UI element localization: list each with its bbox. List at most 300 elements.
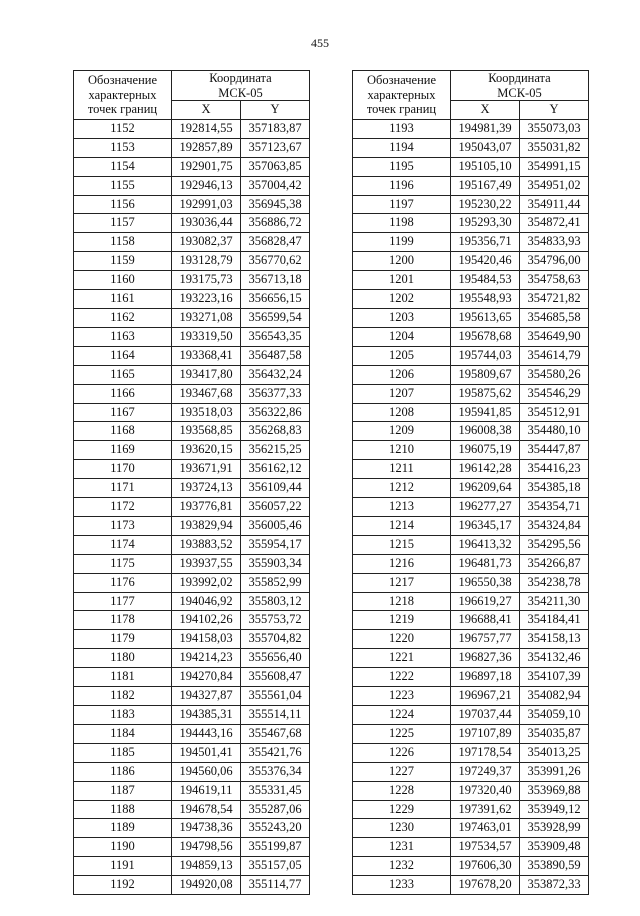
x-cell: 197178,54 (451, 743, 520, 762)
x-cell: 193883,52 (172, 535, 241, 554)
table-row (353, 157, 589, 176)
y-cell: 355287,06 (241, 800, 310, 819)
point-id-cell: 1171 (74, 479, 172, 498)
table-row (353, 290, 589, 309)
table-row (74, 535, 310, 554)
table-body-left (74, 119, 310, 894)
table-row (353, 460, 589, 479)
point-id-cell: 1176 (74, 573, 172, 592)
y-cell: 354614,79 (520, 346, 589, 365)
header-coord-line: МСК-05 (218, 85, 263, 100)
table-row (353, 762, 589, 781)
point-id-cell: 1152 (74, 119, 172, 138)
y-cell: 357004,42 (241, 176, 310, 195)
table-row (74, 403, 310, 422)
point-id-cell: 1229 (353, 800, 451, 819)
table-row (74, 876, 310, 895)
table-row (353, 346, 589, 365)
x-cell: 196142,28 (451, 460, 520, 479)
y-cell: 355467,68 (241, 724, 310, 743)
x-cell: 192857,89 (172, 138, 241, 157)
table-row (353, 592, 589, 611)
y-cell: 354107,39 (520, 668, 589, 687)
y-cell: 354758,63 (520, 271, 589, 290)
point-id-cell: 1213 (353, 498, 451, 517)
table-row (74, 441, 310, 460)
table-row (353, 195, 589, 214)
y-cell: 357063,85 (241, 157, 310, 176)
x-cell: 194214,23 (172, 649, 241, 668)
x-cell: 194678,54 (172, 800, 241, 819)
y-cell: 354132,46 (520, 649, 589, 668)
x-cell: 194798,56 (172, 838, 241, 857)
table-row (74, 706, 310, 725)
x-cell: 193128,79 (172, 252, 241, 271)
x-cell: 192991,03 (172, 195, 241, 214)
x-cell: 195941,85 (451, 403, 520, 422)
point-id-cell: 1164 (74, 346, 172, 365)
x-cell: 197320,40 (451, 781, 520, 800)
table-row (353, 498, 589, 517)
header-coordinate (451, 71, 589, 101)
point-id-cell: 1208 (353, 403, 451, 422)
table-row (74, 498, 310, 517)
point-id-cell: 1198 (353, 214, 451, 233)
point-id-cell: 1216 (353, 554, 451, 573)
x-cell: 193776,81 (172, 498, 241, 517)
point-id-cell: 1195 (353, 157, 451, 176)
table-row (353, 384, 589, 403)
table-row (74, 271, 310, 290)
x-cell: 193082,37 (172, 233, 241, 252)
y-cell: 355608,47 (241, 668, 310, 687)
point-id-cell: 1224 (353, 706, 451, 725)
x-cell: 195356,71 (451, 233, 520, 252)
table-row (353, 441, 589, 460)
y-cell: 355114,77 (241, 876, 310, 895)
y-cell: 355954,17 (241, 535, 310, 554)
x-cell: 193417,80 (172, 365, 241, 384)
table-row (353, 857, 589, 876)
x-cell: 196827,36 (451, 649, 520, 668)
point-id-cell: 1233 (353, 876, 451, 895)
y-cell: 354082,94 (520, 687, 589, 706)
y-cell: 353928,99 (520, 819, 589, 838)
table-row (74, 554, 310, 573)
table-row (74, 687, 310, 706)
point-id-cell: 1158 (74, 233, 172, 252)
point-id-cell: 1160 (74, 271, 172, 290)
table-row (353, 706, 589, 725)
table-row (74, 838, 310, 857)
point-id-cell: 1169 (74, 441, 172, 460)
y-cell: 354872,41 (520, 214, 589, 233)
point-id-cell: 1161 (74, 290, 172, 309)
y-cell: 356322,86 (241, 403, 310, 422)
point-id-cell: 1189 (74, 819, 172, 838)
y-cell: 354512,91 (520, 403, 589, 422)
point-id-cell: 1159 (74, 252, 172, 271)
point-id-cell: 1183 (74, 706, 172, 725)
table-row (74, 592, 310, 611)
point-id-cell: 1172 (74, 498, 172, 517)
point-id-cell: 1200 (353, 252, 451, 271)
table-row (74, 119, 310, 138)
y-cell: 354184,41 (520, 611, 589, 630)
table-row (353, 214, 589, 233)
x-cell: 197606,30 (451, 857, 520, 876)
y-cell: 355073,03 (520, 119, 589, 138)
y-cell: 355514,11 (241, 706, 310, 725)
table-row (74, 308, 310, 327)
table-row (74, 573, 310, 592)
x-cell: 193671,91 (172, 460, 241, 479)
table-row (74, 611, 310, 630)
point-id-cell: 1167 (74, 403, 172, 422)
table-row (353, 308, 589, 327)
x-cell: 194270,84 (172, 668, 241, 687)
table-row (74, 365, 310, 384)
x-cell: 196075,19 (451, 441, 520, 460)
y-cell: 356656,15 (241, 290, 310, 309)
header-label-line: характерных (88, 87, 157, 102)
y-cell: 354211,30 (520, 592, 589, 611)
x-cell: 194738,36 (172, 819, 241, 838)
point-id-cell: 1204 (353, 327, 451, 346)
y-cell: 356268,83 (241, 422, 310, 441)
table-row (353, 819, 589, 838)
x-cell: 196619,27 (451, 592, 520, 611)
y-cell: 356005,46 (241, 516, 310, 535)
y-cell: 355704,82 (241, 630, 310, 649)
header-coordinate (172, 71, 310, 101)
y-cell: 356432,24 (241, 365, 310, 384)
point-id-cell: 1226 (353, 743, 451, 762)
table-row (74, 346, 310, 365)
x-cell: 193724,13 (172, 479, 241, 498)
table-row (74, 781, 310, 800)
y-cell: 356770,62 (241, 252, 310, 271)
header-point-label (74, 71, 172, 120)
x-cell: 195678,68 (451, 327, 520, 346)
table-row (74, 819, 310, 838)
table-row (353, 233, 589, 252)
y-cell: 356162,12 (241, 460, 310, 479)
point-id-cell: 1220 (353, 630, 451, 649)
point-id-cell: 1231 (353, 838, 451, 857)
y-cell: 354266,87 (520, 554, 589, 573)
x-cell: 194859,13 (172, 857, 241, 876)
point-id-cell: 1187 (74, 781, 172, 800)
header-y: Y (520, 101, 589, 120)
x-cell: 193223,16 (172, 290, 241, 309)
point-id-cell: 1168 (74, 422, 172, 441)
y-cell: 354546,29 (520, 384, 589, 403)
y-cell: 353890,59 (520, 857, 589, 876)
table-row (74, 233, 310, 252)
table-row (74, 516, 310, 535)
point-id-cell: 1162 (74, 308, 172, 327)
point-id-cell: 1210 (353, 441, 451, 460)
x-cell: 195043,07 (451, 138, 520, 157)
table-row (74, 176, 310, 195)
y-cell: 355243,20 (241, 819, 310, 838)
y-cell: 355656,40 (241, 649, 310, 668)
y-cell: 354158,13 (520, 630, 589, 649)
y-cell: 355157,05 (241, 857, 310, 876)
x-cell: 197534,57 (451, 838, 520, 857)
table-row (74, 252, 310, 271)
y-cell: 355331,45 (241, 781, 310, 800)
x-cell: 197678,20 (451, 876, 520, 895)
coordinates-table-right (352, 70, 589, 895)
table-row (353, 176, 589, 195)
table-row (353, 838, 589, 857)
header-x: X (451, 101, 520, 120)
table-row (353, 630, 589, 649)
x-cell: 193319,50 (172, 327, 241, 346)
x-cell: 196757,77 (451, 630, 520, 649)
point-id-cell: 1228 (353, 781, 451, 800)
y-cell: 353969,88 (520, 781, 589, 800)
table-row (74, 195, 310, 214)
point-id-cell: 1232 (353, 857, 451, 876)
point-id-cell: 1156 (74, 195, 172, 214)
table-row (74, 138, 310, 157)
x-cell: 194619,11 (172, 781, 241, 800)
y-cell: 355421,76 (241, 743, 310, 762)
x-cell: 194560,06 (172, 762, 241, 781)
table-row (353, 649, 589, 668)
x-cell: 193175,73 (172, 271, 241, 290)
header-label-line: характерных (367, 87, 436, 102)
point-id-cell: 1154 (74, 157, 172, 176)
point-id-cell: 1180 (74, 649, 172, 668)
x-cell: 196550,38 (451, 573, 520, 592)
table-row (353, 668, 589, 687)
header-point-label (353, 71, 451, 120)
x-cell: 193467,68 (172, 384, 241, 403)
y-cell: 356109,44 (241, 479, 310, 498)
table-row (353, 687, 589, 706)
x-cell: 196967,21 (451, 687, 520, 706)
x-cell: 197463,01 (451, 819, 520, 838)
point-id-cell: 1211 (353, 460, 451, 479)
header-label-line: Обозначение (366, 73, 437, 88)
table-body-right (353, 119, 589, 894)
x-cell: 194443,16 (172, 724, 241, 743)
x-cell: 195420,46 (451, 252, 520, 271)
table-row (74, 290, 310, 309)
point-id-cell: 1201 (353, 271, 451, 290)
y-cell: 353872,33 (520, 876, 589, 895)
table-row (74, 724, 310, 743)
point-id-cell: 1192 (74, 876, 172, 895)
table-row (353, 422, 589, 441)
y-cell: 354480,10 (520, 422, 589, 441)
table-row (74, 422, 310, 441)
point-id-cell: 1190 (74, 838, 172, 857)
y-cell: 354721,82 (520, 290, 589, 309)
y-cell: 354059,10 (520, 706, 589, 725)
y-cell: 353909,48 (520, 838, 589, 857)
x-cell: 196481,73 (451, 554, 520, 573)
x-cell: 196345,17 (451, 516, 520, 535)
point-id-cell: 1222 (353, 668, 451, 687)
point-id-cell: 1177 (74, 592, 172, 611)
header-label-line: Обозначение (87, 73, 158, 88)
x-cell: 194158,03 (172, 630, 241, 649)
y-cell: 356828,47 (241, 233, 310, 252)
header-label-line: точек границ (366, 102, 437, 117)
y-cell: 354991,15 (520, 157, 589, 176)
table-row (353, 403, 589, 422)
header-y: Y (241, 101, 310, 120)
point-id-cell: 1188 (74, 800, 172, 819)
point-id-cell: 1203 (353, 308, 451, 327)
table-row (74, 800, 310, 819)
x-cell: 193518,03 (172, 403, 241, 422)
x-cell: 195293,30 (451, 214, 520, 233)
y-cell: 355903,34 (241, 554, 310, 573)
y-cell: 354833,93 (520, 233, 589, 252)
page-number: 455 (311, 36, 329, 50)
table-row (353, 252, 589, 271)
y-cell: 356487,58 (241, 346, 310, 365)
y-cell: 356057,22 (241, 498, 310, 517)
table-row (353, 535, 589, 554)
x-cell: 197037,44 (451, 706, 520, 725)
x-cell: 194981,39 (451, 119, 520, 138)
x-cell: 195613,65 (451, 308, 520, 327)
point-id-cell: 1185 (74, 743, 172, 762)
y-cell: 356886,72 (241, 214, 310, 233)
x-cell: 194501,41 (172, 743, 241, 762)
table-row (74, 668, 310, 687)
x-cell: 195548,93 (451, 290, 520, 309)
y-cell: 354580,26 (520, 365, 589, 384)
y-cell: 354796,00 (520, 252, 589, 271)
point-id-cell: 1196 (353, 176, 451, 195)
point-id-cell: 1193 (353, 119, 451, 138)
y-cell: 354911,44 (520, 195, 589, 214)
y-cell: 354685,58 (520, 308, 589, 327)
x-cell: 195809,67 (451, 365, 520, 384)
header-coord-line: Координата (488, 71, 551, 85)
point-id-cell: 1173 (74, 516, 172, 535)
y-cell: 353991,26 (520, 762, 589, 781)
point-id-cell: 1182 (74, 687, 172, 706)
table-row (74, 214, 310, 233)
x-cell: 195744,03 (451, 346, 520, 365)
x-cell: 193036,44 (172, 214, 241, 233)
point-id-cell: 1218 (353, 592, 451, 611)
x-cell: 193271,08 (172, 308, 241, 327)
x-cell: 195167,49 (451, 176, 520, 195)
x-cell: 193937,55 (172, 554, 241, 573)
y-cell: 354013,25 (520, 743, 589, 762)
point-id-cell: 1227 (353, 762, 451, 781)
point-id-cell: 1153 (74, 138, 172, 157)
y-cell: 354035,87 (520, 724, 589, 743)
y-cell: 354385,18 (520, 479, 589, 498)
x-cell: 196897,18 (451, 668, 520, 687)
point-id-cell: 1157 (74, 214, 172, 233)
table-row (74, 649, 310, 668)
x-cell: 193620,15 (172, 441, 241, 460)
point-id-cell: 1202 (353, 290, 451, 309)
x-cell: 195230,22 (451, 195, 520, 214)
x-cell: 196688,41 (451, 611, 520, 630)
header-coord-line: Координата (209, 71, 272, 85)
point-id-cell: 1191 (74, 857, 172, 876)
point-id-cell: 1165 (74, 365, 172, 384)
point-id-cell: 1170 (74, 460, 172, 479)
header-label-line: точек границ (87, 102, 158, 117)
x-cell: 195105,10 (451, 157, 520, 176)
y-cell: 353949,12 (520, 800, 589, 819)
y-cell: 355376,34 (241, 762, 310, 781)
table-row (353, 138, 589, 157)
point-id-cell: 1179 (74, 630, 172, 649)
x-cell: 195875,62 (451, 384, 520, 403)
table-row (74, 630, 310, 649)
x-cell: 196413,32 (451, 535, 520, 554)
y-cell: 357123,67 (241, 138, 310, 157)
y-cell: 354416,23 (520, 460, 589, 479)
point-id-cell: 1230 (353, 819, 451, 838)
table-row (74, 384, 310, 403)
y-cell: 354295,56 (520, 535, 589, 554)
header-x: X (172, 101, 241, 120)
x-cell: 193568,85 (172, 422, 241, 441)
x-cell: 197107,89 (451, 724, 520, 743)
point-id-cell: 1197 (353, 195, 451, 214)
x-cell: 196277,27 (451, 498, 520, 517)
y-cell: 355753,72 (241, 611, 310, 630)
x-cell: 193368,41 (172, 346, 241, 365)
x-cell: 195484,53 (451, 271, 520, 290)
y-cell: 354447,87 (520, 441, 589, 460)
table-row (74, 327, 310, 346)
coordinates-table-left (73, 70, 310, 895)
point-id-cell: 1178 (74, 611, 172, 630)
point-id-cell: 1184 (74, 724, 172, 743)
table-row (353, 573, 589, 592)
point-id-cell: 1206 (353, 365, 451, 384)
y-cell: 355803,12 (241, 592, 310, 611)
table-row (74, 460, 310, 479)
table-row (353, 554, 589, 573)
point-id-cell: 1194 (353, 138, 451, 157)
y-cell: 355199,87 (241, 838, 310, 857)
x-cell: 192814,55 (172, 119, 241, 138)
point-id-cell: 1207 (353, 384, 451, 403)
y-cell: 354354,71 (520, 498, 589, 517)
y-cell: 356215,25 (241, 441, 310, 460)
table-row (353, 119, 589, 138)
point-id-cell: 1163 (74, 327, 172, 346)
point-id-cell: 1214 (353, 516, 451, 535)
point-id-cell: 1186 (74, 762, 172, 781)
table-row (353, 365, 589, 384)
x-cell: 196209,64 (451, 479, 520, 498)
x-cell: 193829,94 (172, 516, 241, 535)
table-row (353, 271, 589, 290)
x-cell: 196008,38 (451, 422, 520, 441)
x-cell: 192946,13 (172, 176, 241, 195)
y-cell: 356599,54 (241, 308, 310, 327)
